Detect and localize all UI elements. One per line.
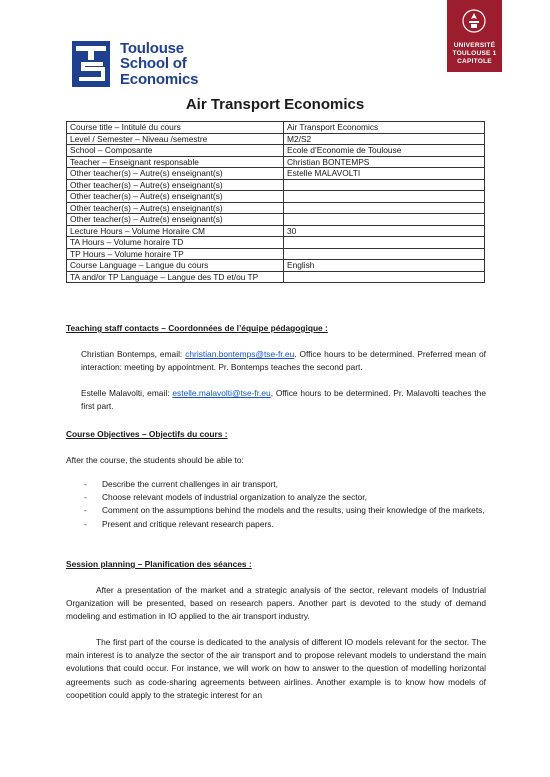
malavolti-text-start: Estelle Malavolti, email:: [81, 388, 173, 398]
info-table-row: [67, 191, 485, 203]
objective-item: - Choose relevant models of industrial organization to analyze the sector,: [81, 491, 486, 504]
ut1-logo-line: UNIVERSITÉ: [453, 42, 496, 49]
info-table-value: Christian BONTEMPS: [284, 156, 485, 168]
info-table-value: Air Transport Economics: [284, 122, 485, 134]
objective-item: - Comment on the assumptions behind the models and the results, using their knowledge of the markets,: [81, 504, 486, 517]
objectives-section: [66, 428, 486, 441]
info-table-row: [67, 237, 485, 249]
info-table-value: [284, 271, 485, 283]
info-table-label: Other teacher(s) – Autre(s) enseignant(s): [67, 214, 284, 226]
tse-logo-mark-icon: [72, 41, 110, 87]
tse-logo-text: [120, 41, 198, 87]
objectives-list: [81, 478, 486, 531]
ut1-logo: [447, 0, 502, 72]
tse-logo: [72, 41, 212, 87]
tse-logo-line: Toulouse: [120, 40, 184, 57]
staff-malavolti: [81, 387, 486, 413]
staff-heading: Teaching staff contacts – Coordonnées de l’équipe pédagogique :: [66, 323, 328, 333]
info-table-label: Other teacher(s) – Autre(s) enseignant(s): [67, 168, 284, 180]
ut1-logo-line: CAPITOLE: [457, 58, 492, 65]
info-table-label: TA Hours – Volume horaire TD: [67, 237, 284, 249]
planning-paragraph-1: After a presentation of the market and a strategic analysis of the sector, relevant models of Industrial Organization will be presented, based on research papers. Another part is devoted to the study of demand modeling and estimation in IO applied to the air transport industry.: [66, 585, 486, 622]
info-table-row: [67, 271, 485, 283]
info-table-row: [67, 225, 485, 237]
info-table-label: TA and/or TP Language – Langue des TD et/ou TP: [67, 271, 284, 283]
info-table-label: TP Hours – Volume horaire TP: [67, 248, 284, 260]
ut1-seal-icon: [462, 9, 486, 33]
info-table-row: [67, 202, 485, 214]
info-table-value: [284, 202, 485, 214]
objectives-list-wrap: [81, 478, 486, 531]
malavolti-text-end: , Office hours to be determined. Pr. Malavolti teaches the first part.: [81, 388, 486, 412]
info-table-value: [284, 248, 485, 260]
info-table-row: [67, 156, 485, 168]
info-table-value: [284, 214, 485, 226]
staff-bontemps: [81, 348, 486, 374]
staff-section: [66, 322, 486, 335]
info-table-value: Ecole d’Economie de Toulouse: [284, 145, 485, 157]
planning-section: [66, 558, 486, 571]
malavolti-email-link[interactable]: estelle.malavolti@tse-fr.eu: [172, 388, 271, 398]
info-table-value: M2/S2: [284, 133, 485, 145]
info-table-row: [67, 248, 485, 260]
info-table-row: [67, 179, 485, 191]
bontemps-text-end: . Office hours to be determined. Preferred mean of interaction: meeting by appointment. Pr. Bontemps teaches the second part.: [81, 349, 486, 373]
info-table-value: Estelle MALAVOLTI: [284, 168, 485, 180]
planning-heading: Session planning – Planification des séances :: [66, 559, 252, 569]
info-table-label: Other teacher(s) – Autre(s) enseignant(s): [67, 179, 284, 191]
course-info-table: [66, 121, 485, 283]
objectives-intro: After the course, the students should be able to:: [66, 455, 244, 465]
bontemps-email-link[interactable]: christian.bontemps@tse-fr.eu: [185, 349, 295, 359]
info-table-label: Course title – Intitulé du cours: [67, 122, 284, 134]
tse-logo-line: School of: [120, 55, 187, 73]
objectives-heading: Course Objectives – Objectifs du cours :: [66, 429, 228, 439]
info-table-label: Teacher – Enseignant responsable: [67, 156, 284, 168]
page-title: Air Transport Economics: [185, 96, 365, 113]
objective-item: - Present and critique relevant research papers.: [81, 518, 486, 531]
info-table-value: 30: [284, 225, 485, 237]
info-table-row: [67, 133, 485, 145]
info-table-label: Other teacher(s) – Autre(s) enseignant(s): [67, 202, 284, 214]
info-table-row: [67, 168, 485, 180]
info-table-label: Lecture Hours – Volume Horaire CM: [67, 225, 284, 237]
info-table-value: English: [284, 260, 485, 272]
bontemps-text-start: Christian Bontemps, email:: [81, 349, 186, 359]
info-table-label: Other teacher(s) – Autre(s) enseignant(s): [67, 191, 284, 203]
tse-logo-line: Economics: [120, 70, 199, 88]
objective-item: - Describe the current challenges in air transport,: [81, 478, 486, 491]
info-table-value: [284, 237, 485, 249]
planning-paragraph-2: The first part of the course is dedicated to the analysis of different IO models relevant for the sector. The main interest is to analyze the sector of the air transport and to propose relevant models to understand the main evolutions that could occur. For instance, we will work on how to answer to the question of modelling horizontal agreements such as code-sharing agreements between airlines. Another example is to know how models of coopetition could apply to the strategic interest for an: [66, 637, 486, 700]
info-table-label: Level / Semester – Niveau /semestre: [67, 133, 284, 145]
ut1-logo-line: TOULOUSE 1: [452, 50, 497, 57]
info-table-row: [67, 214, 485, 226]
info-table-row: [67, 145, 485, 157]
info-table-label: Course Language – Langue du cours: [67, 260, 284, 272]
info-table-row: [67, 122, 485, 134]
info-table-value: [284, 179, 485, 191]
info-table-value: [284, 191, 485, 203]
info-table-row: [67, 260, 485, 272]
info-table-label: School – Composante: [67, 145, 284, 157]
